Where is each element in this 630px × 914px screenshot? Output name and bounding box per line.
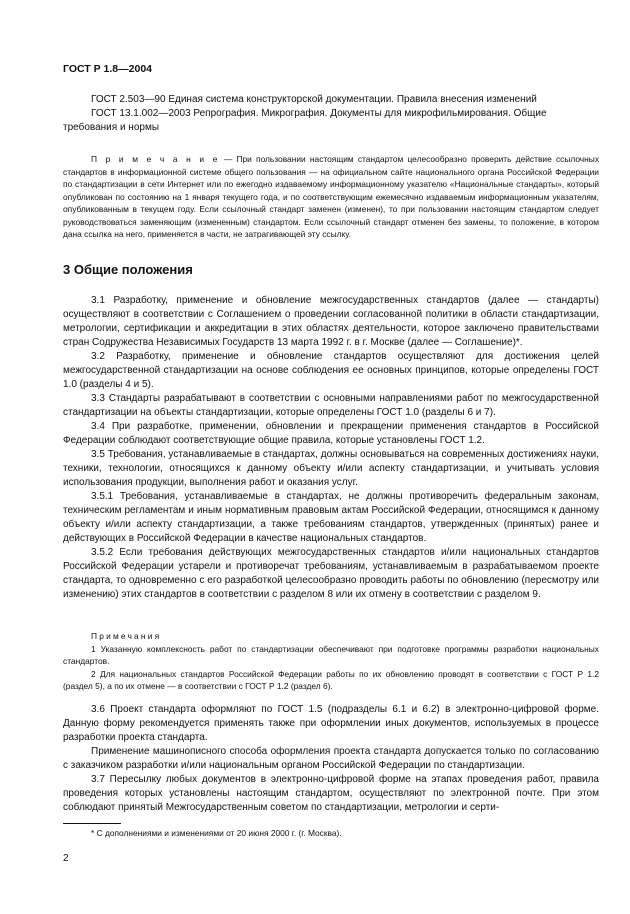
paragraph: 3.5 Требования, устанавливаемые в стандартах, должны основываться на современных достижениях науки, техники, технологии, относящихся к данному объекту и/или аспекту стандартизации, и учитывать условия использования продукции, выполнения работ и оказания услуг. [63,449,599,488]
note-item: 2 Для национальных стандартов Российской Федерации работы по их обновлению проводят в соответствии с ГОСТ Р 1.2 (раздел 5), а по их отмене — в соответствии с ГОСТ Р 1.2 (раздел 6). [63,668,599,691]
notes-block [63,630,599,693]
page-number: 2 [63,853,69,864]
footnote-rule [63,823,121,824]
section-title: 3 Общие положения [63,262,193,277]
normative-references [63,93,599,135]
document-header: ГОСТ Р 1.8—2004 [63,63,153,75]
paragraph: 3.4 При разработке, применении, обновлении и прекращении применения стандартов в Российской Федерации соблюдают соответствующие общие правила, которые установлены ГОСТ 1.2. [63,421,599,446]
note-block [63,153,599,241]
footnote: * С дополнениями и изменениями от 20 июня 2000 г. (г. Москва). [91,828,342,838]
paragraph: 3.7 Пересылку любых документов в электронно-цифровой форме на этапах проведения работ, правила проведения которых установлены настоящим стандартом, осуществляют по электронной почте. При этом соблюдают принятый Межгосударственным советом по стандартизации, метрологии и серти- [63,774,599,813]
section-paragraphs-continued [63,703,599,815]
paragraph: Применение машинописного способа оформления проекта стандарта допускается только по согласованию с заказчиком разработки и/или национальным органом Российской Федерации по стандартизации. [63,746,599,771]
paragraph: 3.3 Стандарты разрабатывают в соответствии с основными направлениями работ по межгосударственной стандартизации на объекты стандартизации, которые определены ГОСТ 1.0 (разделы 6 и 7). [63,393,599,418]
note-text: — При пользовании настоящим стандартом целесообразно проверить действие ссылочных стандартов в информационной системе общего пользования — на официальном сайте национального органа Российской Федерации по стандартизации в сети Интернет или по ежегодно издаваемому информационному указателю «Национальные стандарты», который опубликован по состоянию на 1 января текущего года, и по соответствующим ежемесячно издаваемым информационным указателям, опубликованным в текущем году. Если ссылочный стандарт заменен (изменен), то при пользовании настоящим стандартом следует руководствоваться заменяющим (измененным) стандартом. Если ссылочный стандарт отменен без замены, то положение, в котором дана ссылка на него, применяется в части, не затрагивающей эту ссылку. [63,154,600,239]
note-label: П р и м е ч а н и е [91,154,220,164]
notes-title: Примечания [91,631,162,641]
paragraph: 3.2 Разработку, применение и обновление стандартов осуществляют для достижения целей межгосударственной стандартизации на основе соблюдения ее основных принципов, которые определены ГОСТ 1.0 (разделы 4 и 5). [63,351,599,390]
section-paragraphs [63,294,599,602]
note-item: 1 Указанную комплексность работ по стандартизации обеспечивают при подготовке программы разработки национальных стандартов. [63,643,599,666]
section-heading [63,262,599,277]
paragraph: 3.5.1 Требования, устанавливаемые в стандартах, не должны противоречить федеральным законам, техническим регламентам и иным нормативным правовым актам Российской Федерации, относящимся к данному объекту и/или аспекту стандартизации, а также требованиям стандартов, утвержденных (принятых) ранее и действующих в Российской Федерации в качестве национальных стандартов. [63,491,599,544]
paragraph: 3.5.2 Если требования действующих межгосударственных стандартов и/или национальных стандартов Российской Федерации устарели и противоречат требованиям, устанавливаемым в разрабатываемом проекте стандарта, то одновременно с его разработкой целесообразно проводить работы по обновлению (пересмотру или изменению) этих стандартов в соответствии с разделом 8 или их отмену в соответствии с разделом 9. [63,547,599,600]
paragraph: 3.6 Проект стандарта оформляют по ГОСТ 1.5 (подразделы 6.1 и 6.2) в электронно-цифровой форме. Данную форму рекомендуется применять также при оформлении иных документов, используемых в процессе разработки проекта стандарта. [63,704,599,743]
paragraph: 3.1 Разработку, применение и обновление межгосударственных стандартов (далее — стандарты) осуществляют в соответствии с Соглашением о проведении согласованной политики в области стандартизации, метрологии, сертификации и аккредитации в этих областях деятельности, которое заключено правительствами стран Содружества Независимых Государств 13 марта 1992 г. в г. Москве (далее — Соглашение)*. [63,295,599,348]
reference-item: ГОСТ 13.1.002—2003 Репрография. Микрография. Документы для микрофильмирования. Общие требования и нормы [63,108,547,133]
reference-item: ГОСТ 2.503—90 Единая система конструкторской документации. Правила внесения изменений [91,94,537,105]
